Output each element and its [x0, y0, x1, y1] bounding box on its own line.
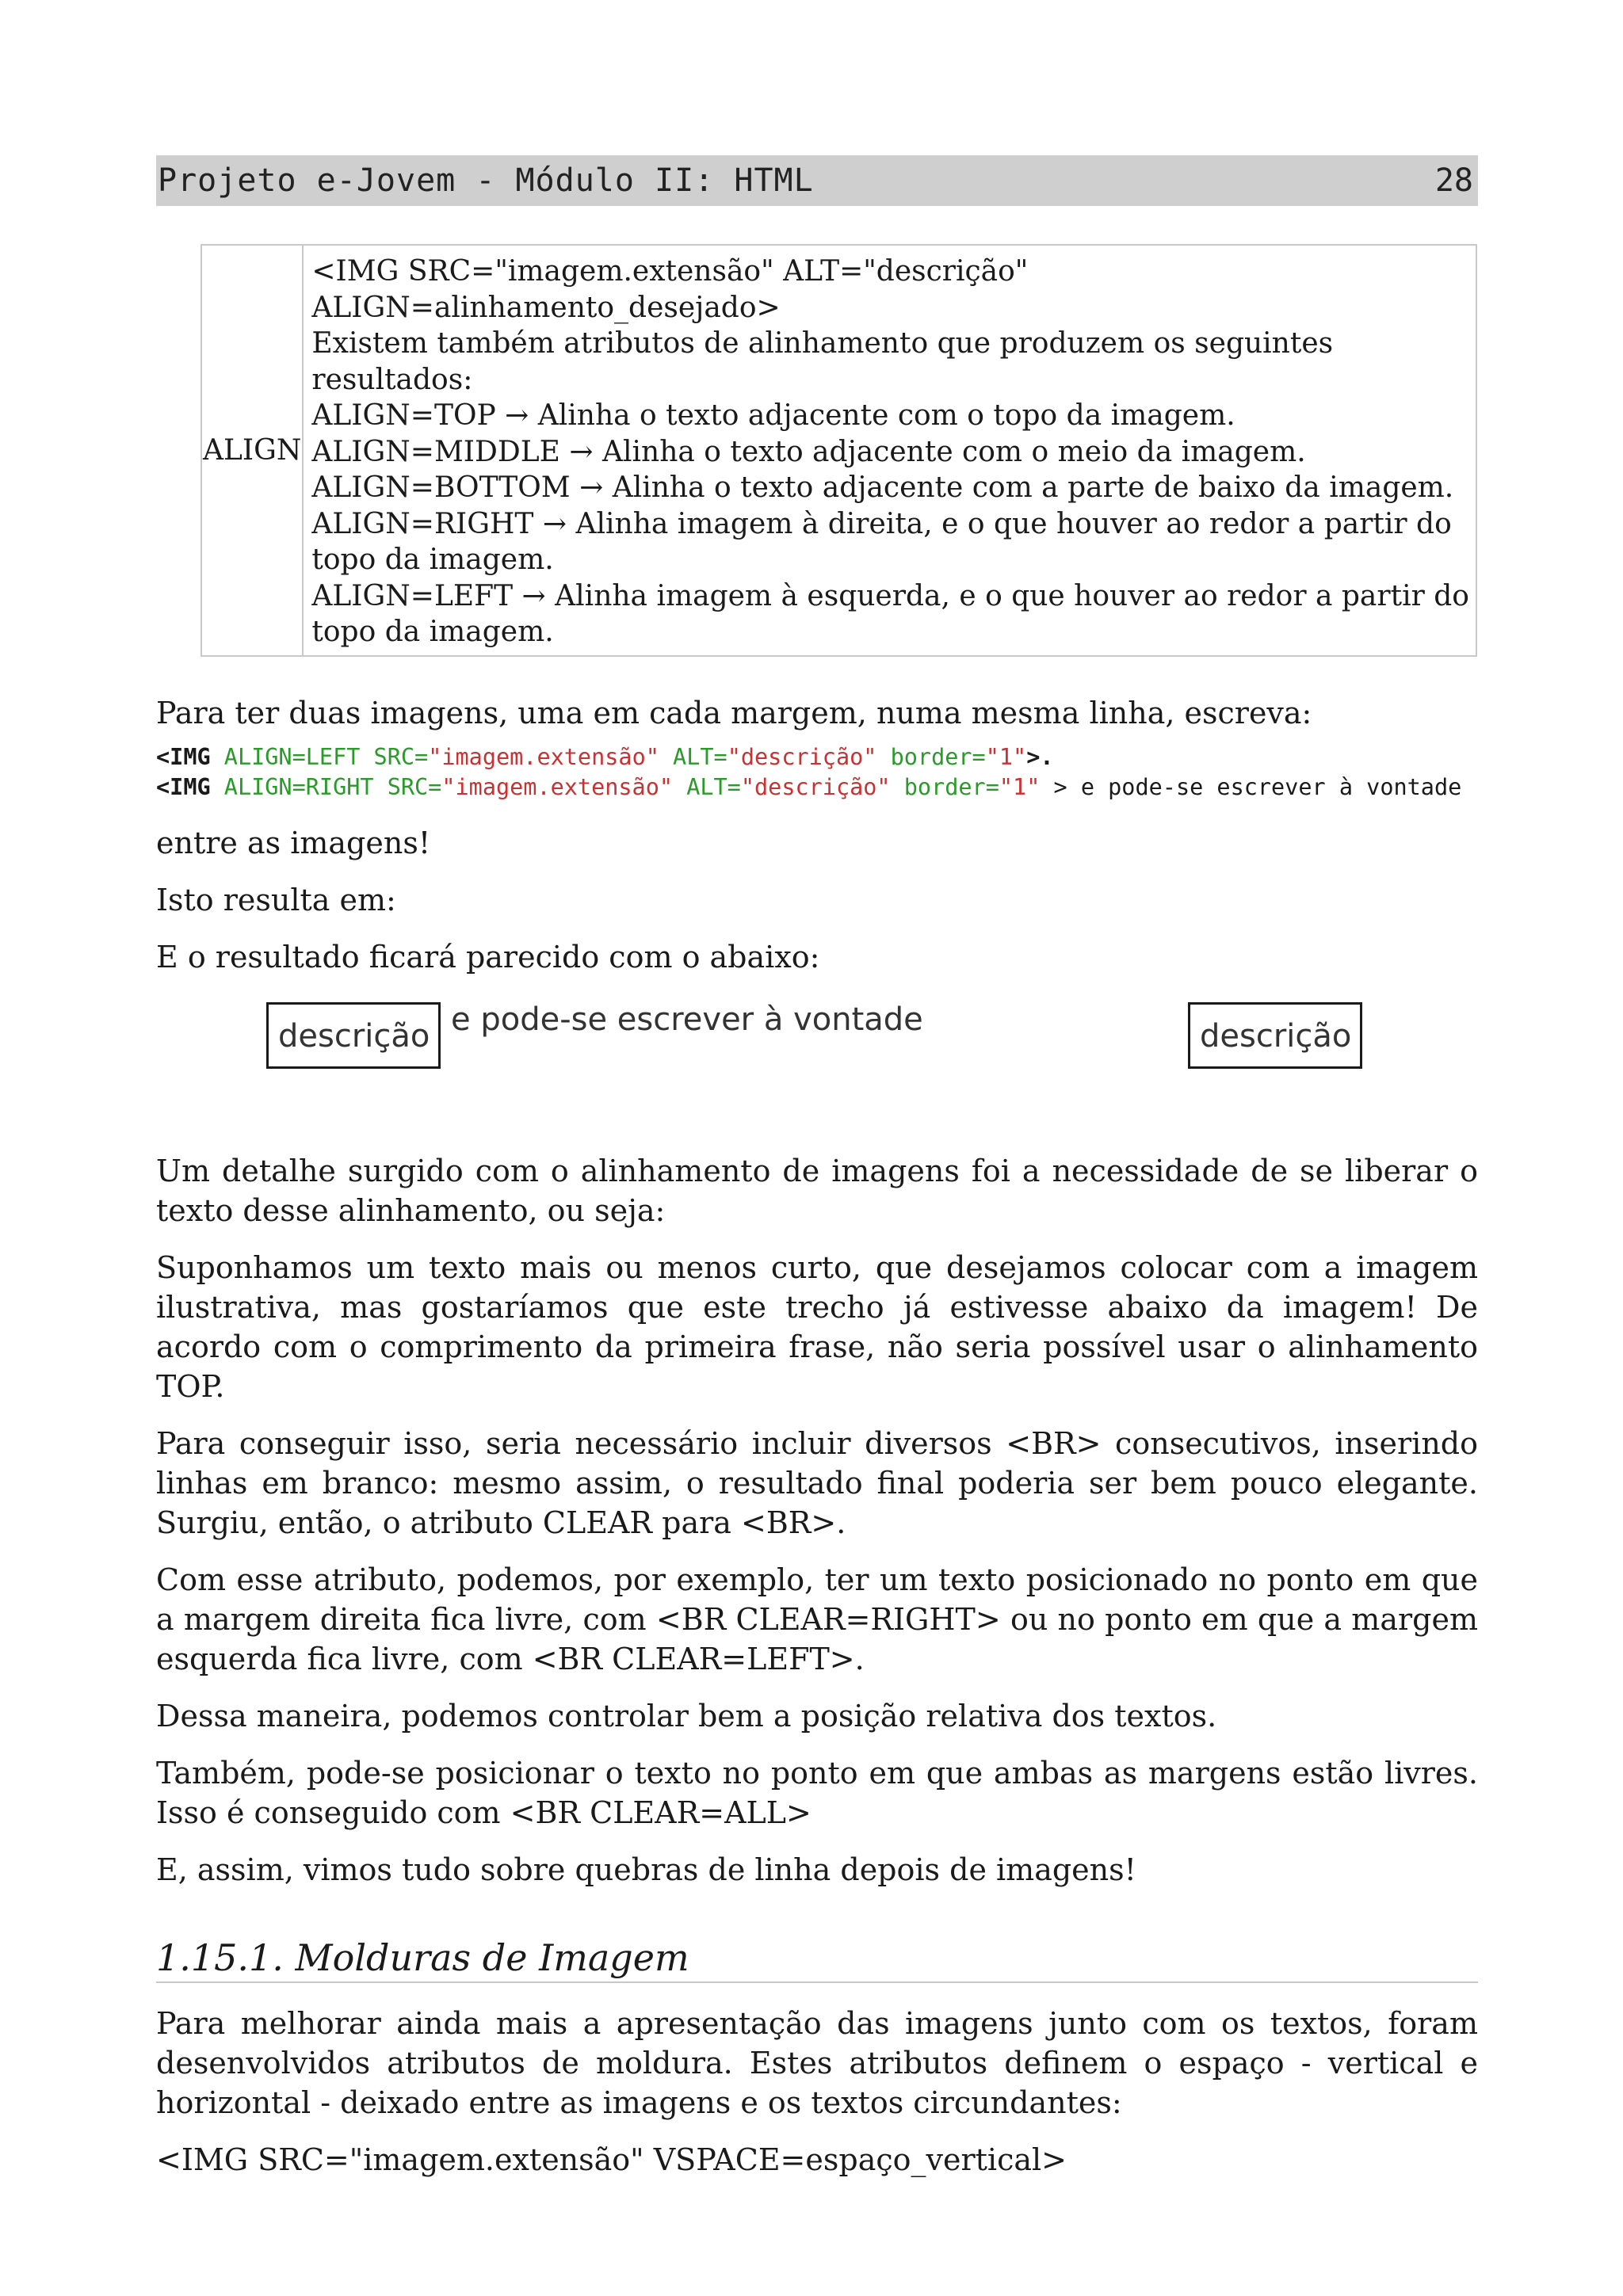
table-row — [201, 245, 1476, 656]
code-sample — [156, 742, 1478, 803]
section-heading: 1.15.1. Molduras de Imagem — [156, 1936, 1478, 1983]
code-tag: <IMG — [156, 743, 211, 770]
description-line: ALIGN=MIDDLE → Alinha o texto adjacente com o meio da imagem. — [311, 435, 1306, 468]
code-attr: border= — [890, 773, 999, 800]
code-attr: ALT= — [673, 773, 741, 800]
paragraph: Também, pode-se posicionar o texto no ponto em que ambas as margens estão livres. Isso é conseguido com <BR CLEAR=ALL> — [156, 1755, 1478, 1830]
code-end: >. — [1026, 743, 1054, 770]
description-line: topo da imagem. — [311, 543, 554, 576]
paragraph-result-2: E o resultado ficará parecido com o abaixo: — [156, 939, 820, 974]
image-placeholder-left: descrição — [266, 1002, 441, 1069]
description-line: ALIGN=BOTTOM → Alinha o texto adjacente com a parte de baixo da imagem. — [311, 471, 1454, 504]
description-line: Existem também atributos de alinhamento que produzem os seguintes — [311, 327, 1334, 360]
section-paragraph: Para melhorar ainda mais a apresentação das imagens junto com os textos, foram desenvolvidos atributos de moldura. Estes atributos definem o espaço - vertical e horizontal - deixado entre as imagens e os textos circundantes: — [156, 2005, 1478, 2120]
render-example — [156, 996, 1478, 1085]
section-code-line: <IMG SRC="imagem.extensão" VSPACE=espaço_vertical> — [156, 2142, 1067, 2177]
paragraph: Para conseguir isso, seria necessário incluir diversos <BR> consecutivos, inserindo linhas em branco: mesmo assim, o resultado final poderia ser bem pouco elegante. Surgiu, então, o atributo CLEAR para <BR>. — [156, 1425, 1478, 1540]
paragraph: Dessa maneira, podemos controlar bem a posição relativa dos textos. — [156, 1698, 1217, 1733]
description-line: resultados: — [311, 363, 473, 396]
paragraph: Com esse atributo, podemos, por exemplo, ter um texto posicionado no ponto em que a margem direita fica livre, com <BR CLEAR=RIGHT> ou no ponto em que a margem esquerda fica livre, com <BR CLEAR=LEFT>. — [156, 1562, 1478, 1676]
paragraph-intro: Para ter duas imagens, uma em cada margem, numa mesma linha, escreva: — [156, 695, 1312, 730]
attribute-name-cell: ALIGN — [201, 245, 303, 656]
paragraph: E, assim, vimos tudo sobre quebras de linha depois de imagens! — [156, 1852, 1136, 1887]
code-value: "imagem.extensão" — [441, 773, 674, 800]
description-line: topo da imagem. — [311, 616, 554, 648]
page-number: 28 — [1434, 162, 1473, 199]
header-title: Projeto e-Jovem - Módulo II: HTML — [158, 162, 814, 199]
paragraph: Suponhamos um texto mais ou menos curto, que desejamos colocar com a imagem ilustrativa, mas gostaríamos que este trecho já estivesse abaixo da imagem! De acordo com o comprimento da primeira frase, não seria possível usar o alinhamento TOP. — [156, 1249, 1478, 1404]
code-value: "1" — [985, 743, 1027, 770]
code-attr: ALIGN=LEFT SRC= — [210, 743, 429, 770]
code-value: "1" — [999, 773, 1041, 800]
description-line: ALIGN=alinhamento_desejado> — [311, 291, 781, 324]
code-line-1 — [156, 742, 1478, 772]
code-tag: <IMG — [156, 773, 211, 800]
example-text: e pode-se escrever à vontade — [451, 1001, 923, 1038]
paragraph-between: entre as imagens! — [156, 825, 431, 860]
description-line: ALIGN=TOP → Alinha o texto adjacente com o topo da imagem. — [311, 399, 1235, 432]
page-header — [156, 155, 1478, 206]
code-line-2 — [156, 772, 1478, 803]
description-line: ALIGN=RIGHT → Alinha imagem à direita, e o que houver ao redor a partir do — [311, 507, 1452, 540]
description-line: <IMG SRC="imagem.extensão" ALT="descrição" — [311, 255, 1029, 288]
code-end: > e pode-se escrever à vontade — [1040, 773, 1462, 800]
attribute-description-cell — [303, 245, 1476, 656]
paragraph-result: Isto resulta em: — [156, 882, 396, 917]
code-value: "imagem.extensão" — [428, 743, 659, 770]
document-page — [156, 155, 1478, 2180]
code-attr: ALT= — [659, 743, 727, 770]
paragraph: Um detalhe surgido com o alinhamento de imagens foi a necessidade de se liberar o texto desse alinhamento, ou seja: — [156, 1153, 1478, 1228]
code-value: "descrição" — [740, 773, 891, 800]
description-line: ALIGN=LEFT → Alinha imagem à esquerda, e o que houver ao redor a partir do — [311, 579, 1469, 612]
code-value: "descrição" — [727, 743, 877, 770]
image-placeholder-right: descrição — [1188, 1002, 1362, 1069]
code-attr: ALIGN=RIGHT SRC= — [210, 773, 442, 800]
attribute-table — [200, 244, 1477, 657]
code-attr: border= — [876, 743, 986, 770]
